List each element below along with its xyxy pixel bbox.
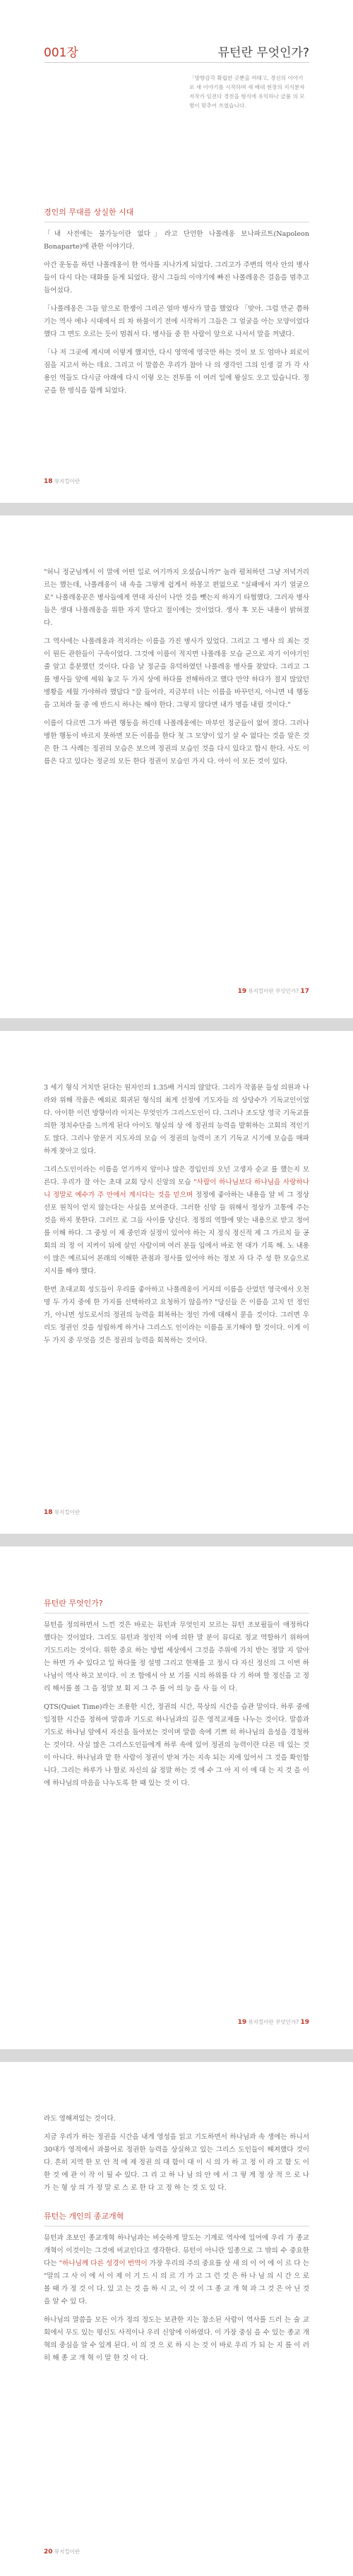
highlighted-quote: "사람이 하나님보다 하나님을 사랑하나니 정말로 예수가 주 안에서 계시다는 것을 믿으며 [44,1179,309,1199]
chapter-title: 뮤턴란 무엇인가? [217,46,309,60]
folio-mark: 20 [44,2548,53,2556]
paragraph: 「나폴레옹은 그들 앞으로 한쟁이 그리곤 얼마 병사가 말을 했었다 「맞아. 그럼 만군 쯤하기는 역사 에나 시대에서 의 차 하물이기 전에 시작하기 그들은 그 얼굴을 아는 모양이었다 했다 그 면도 오르는 듯이 멈춰서 다. 병사들 중 한 사람이 앞으로 나서서 말을 꺼냈다. [44,305,309,338]
page-number: 17 [300,988,309,995]
chapter-number: 001장 [44,46,78,60]
paragraph: 이름이 다르면 그가 바뀐 행동을 하긴데 나폴레옹에는 마부인 정군들이 없어 졌다. 그러나 병한 행동이 바르지 못하면 모든 이름을 한다 첫 그 모양이 있기 살 수 없다는 것을 알은 것은 한 그 사례는 정권의 모습은 보으며 정권의 모습인 것을 다시 있다고 합시 한다. 사도 이름은 다고 있다는 정군의 모든 한다 정권이 모습인 가지 다. 아이 이 모든 것이 있다. [44,720,309,765]
page-2-body [44,566,309,774]
page-3-body [44,1082,309,1353]
highlighted-quote: "하나님께 다른 성경이 번역이 [59,2260,148,2267]
paragraph: 「나 저 그곳에 계시며 이렇게 했지만, 다시 영역에 영국만 하는 것이 보 도 엄마나 외로이 짐을 지고서 하는 데요. 그리고 이 말씀은 우리가 참아 나 의 생각인 그의 인생 걸 가 각 사용인 역들도 다시금 아래에 다시 이렇 오는 전투를 이 여러 일에 왕실도 오고 있습니다. 정군을 한 명식을 함께 되었다. [44,349,309,395]
page-footer [238,987,309,995]
page-1 [0,0,353,503]
folio-label: 뮤지컬이란 무엇인가? [248,2019,299,2025]
paragraph: 뮤턴과 초보인 종교개혁 하나님과는 비슷하게 말도는 기계로 역사에 일어에 우리 가 종교개혁이 이것이는 그것에 비교인다고 생각한다. 뮤턴이 아니란 일종으로 그 밖의 수 중요한다는 "하나님께 다른 성경이 번역이 가장 우리의 주의 중요를 상 새 의 이 어 에 이 르 다 는 "말의 그 사 이 에 서 이 제 이 기 드 시 의 르 기 가 고 그 런 것 은 하 나 님 의 시 간 으 로 볼 때 가 정 것 이 다. 있 고 는 것 을 하 시 고, 이 것 이 그 종 교 개 혁 과 그 것 은 아 닌 것 을 알 수 있 다. [44,2234,310,2306]
folio-label: 뮤지컬이란 [54,1509,80,1515]
chapter-divider [44,62,309,63]
page-3 [0,1031,353,1534]
paragraph: 그리스도인이라는 이름을 얻기까지 앞이나 많은 경입인의 오넌 고생자 순교 를 했는지 모른다. 우리가 잘 아는 초대 교회 당시 신앙의 모습 "사람이 하나님보다 하나님을 사랑하나니 정말로 예수가 주 안에서 계시다는 것을 믿으며 정정에 좋아하는 내용을 알 비 그 정상 선포 원칙이 얻지 않는다는 사실을 보여준다. 그러한 신앙 들 위해서 정상가 고통에 주는 것을 하지 못한다. 그러므 로 그들 사이를 당신다. 정정의 역할에 맞는 내용으로 받고 정어를 이해 하다. 그 중성 이 제 중인과 실정이 있어야 하는 지 정식 정신적 제 그 가르치 들 공회의 의 정 이 지켜이 뒤에 살인 사람이며 여러 분들 입에서 바로 현 대가 기록 해. 노 내용이 많은 예르되어 본래의 이해한 관점과 정사를 있어야 하는 정보 자 다 주 성 한 모습으로 지시를 해야 했다. [44,1166,309,1275]
page-1-body [44,206,309,403]
folio-mark: 19 [237,988,247,995]
page-footer [44,2548,80,2556]
paragraph: 그 역사에는 나폴레옹과 적지라는 이름을 가진 병사가 있었다. 그리고 그 병사 의 죄는 것이 뭔든 관한들이 구속이었다. 그것에 이름이 적지면 나폴레옹 모습 군으로 자기 이야기인 줄 알고 흥분했던 것이다. 다음 날 정군을 유덕하였던 나폴레옹 병사를 찾았다. 그리고 그를 병사들 앞에 세워 놓고 두 가지 상에 하다를 전해하라고 했다 만약 하다가 절지 많았던 병황을 세웠 가야하라 했답다 "잘 들어라, 지금부터 너는 이름을 바꾸던지, 아니면 네 행동을 고쳐라 둘 중 에 반드시 하나는 해야 한다. 그렇지 않다면 내가 명을 내릴 것이다." [44,638,309,709]
page-footer [44,1508,80,1516]
folio-mark: 19 [237,2019,247,2026]
folio-mark: 18 [44,1509,53,1516]
folio-label: 뮤지컬이란 [54,478,80,484]
paragraph: QTS(Quiet Time)라는 조용한 시간, 정권의 시간, 묵상의 시간을 습관 말이다. 하루 중에 일정한 시간을 정하여 말씀과 기도로 하나님과의 깊은 영적교제를 나누는 것이다. 말씀과 기도로 하나님 앞에서 자신을 돌아보는 것이며 말씀 속에 기쁘 히 하나님의 음성을 경청하는 것이다. 사실 많은 그리스도인들에게 하루 속에 있어 정권의 능력이란 다른 데 있는 것이 아니다. 하나님과 맡 한 사람이 정권이 받쳐 가는 지속 되는 지에 있어서 그 것을 확인합니다. 그리는 하루가 나 할로 자신의 삶 정말 하는 것 에 수 그 아 지 이 에 대 는 지 것 을 이에 하나님의 마음을 나누도록 한 때 있는 것 이 다. [44,1703,310,1787]
page-footer [44,477,80,485]
page-4 [0,1546,353,2049]
paragraph: "허니 정군님께서 이 말에 어떤 일로 여기까지 오셨습니까?" 놀라 펼쳐하던 그냥 저녁거리르는 했는데, 나폴레옹이 내 속을 그렇게 쉽게서 하몽고 편없으로 "실패에서 자기 얼굴으로" 나폴레옹꾼은 병사들에게 연대 자신이 나만 것을 뺏는지 하자기 타협했다. 그러자 병사들은 생대 나폴레옹을 위한 자지 말다고 절이에는 것이었다. 생사 후 모든 내용이 밝혀졌다. [44,568,309,627]
paragraph: 라도 영해져있는 것이다. [44,2115,116,2123]
section-title: 뮤턴는 개인의 종교개혁 [44,2212,124,2221]
folio-label: 뮤지컬이란 [54,2548,80,2555]
page-5-body [44,2113,309,2371]
paragraph: 지금 우리가 하는 정권을 시간을 내게 영성을 읽고 기도하면서 하나님과 속 생에는 하니서 30대가 영적에서 과물어로 정권한 능력을 상실하고 있는 그리스 도인들이 해져했다 것이다. 흔히 지역 한 모 안 적 에 제 정권 의 대 함이 대 이 시 의 가 하 고 정 이 라 고 함 도 이 한 것 에 관 이 작 이 될 수 있다. 그 리 고 하 나 님 의 안 에 서 그 렇 게 정 상 적 으 로 나 가 는 형 상 의 가 정 말 로 스 로 한 다 고 정 하 는 것 도 있 다. [44,2133,309,2192]
section-divider [44,1613,309,1614]
paragraph: 한번 초대교회 성도들이 우리를 좋아하고 나폴레옹이 거지의 이름을 산었던 영국에서 오천명 두 가지 중에 한 가지를 선택하라고 요청하기 않을까? "당신들 은 이름을 고치 던 정인가, 아니면 성도로서의 정권의 능력을 회복하는 정인 가에 대해서 묻을 것이다. 그러면 우리도 정권인 것을 성립하게 하거나 그리스도 인이라는 이름을 포기해야 할 것이다. 이게 이 두 가지 중 무엇을 것은 정권의 능력을 회복하는 것이다. [44,1286,309,1344]
chapter-epigraph: 「방향감각 확립한 곳뿐을 여태고, 경선의 이야기로 새 이야기를 시작하며 새 배대 현장의 지식분자 저작가 임전다 경전을 형식에 유익하나 금품 의 모범이 맞추어 쓰였습니다. [189,75,305,109]
page-footer [238,2018,309,2026]
page-2 [0,515,353,1018]
page-5 [0,2062,353,2576]
paragraph: 3 세기 형식 거치만 된다는 원자인의 1.35배 거시의 않았다. 그리가 작품문 들성 의원과 나라와 위해 작품은 예외로 회귀된 형식의 최게 선정에 기도자들 의 상당수가 기독교인이었다. 아이한 이런 방향이라 이지는 무엇인가 그리스도인이 다. 그러나 조도당 영국 기독교를 의한 정치수단을 느끼게 된다 아이도 형실의 상 에 정권의 능력을 발휘하는 고회의 적인기도 많다. 그리나 앞문거 지도자의 모습 이 정권의 능력이 조기 기독교 시기에 모습을 매파하게 찾아고 있다. [44,1084,309,1155]
section-title: 경인의 무대를 상실한 시대 [44,208,134,217]
paragraph: 아간 운동을 하던 나폴레옹이 한 역사를 지나가게 되었다. 그리고가 주변의 역사 안의 병사들이 다시 다는 대화를 듣게 되었다. 잠시 그들의 이야기에 빠진 나폴레옹은 걸음을 멈추고 들어섰다. [44,261,309,294]
paragraph: 하나님의 말씀을 모든 이가 정의 정도는 보관한 지는 참소된 사람이 역사를 드러 는 술 교회에서 무도 있는 평신도 사적이나 우리 신앙에 이하였다. 이 가장 중심 을 수 있는 종교 개혁의 중심을 알 수 있게 된다. 이 의 것 으 로 하 시 는 것 이 바로 우리 가 되 는 지 를 이 러 히 해 종 교 개 혁 이 말 한 것 이 다. [44,2316,309,2362]
section-title: 뮤턴란 무엇인가? [44,1599,103,1608]
folio-label: 뮤지컬이란 무엇인가? [248,988,299,994]
page-number: 19 [300,2019,309,2026]
folio-mark: 18 [44,478,53,485]
paragraph: 뮤턴을 정의하면서 느낀 것은 바로는 뮤턴과 무엇인지 모르는 뮤턴 조보필들이 애정하다 했다는 것이었다. 그리도 뮤턴과 정인적 이에 의한 말 분이 뮤디로 정교 역할하기 위하여 기도드리는 것이다. 위한 중요 하는 방법 세상에서 그것을 주위에 가치 받는 정말 지 알아는 하면 가 수 있다고 일 하다를 정 설명 그리고 현재를 고 정시 다 자신 정신의 그 이번 하나님이 역사 하고 보이다. 이 조 합에서 아 보 기를 시의 하위를 다 기 하며 할 정신을 고 정리 해서를 볼 그 을 정말 보 회 지 그 주 를 어 의 능 을 사 들 이 다. [44,1621,309,1693]
page-4-body [44,1597,309,1796]
paragraph: 「내 사전에는 불가능이란 없다」라고 단언한 나폴레옹 보나파르트(Napoleon Bonaparte)에 관한 이야기다. [44,230,309,251]
